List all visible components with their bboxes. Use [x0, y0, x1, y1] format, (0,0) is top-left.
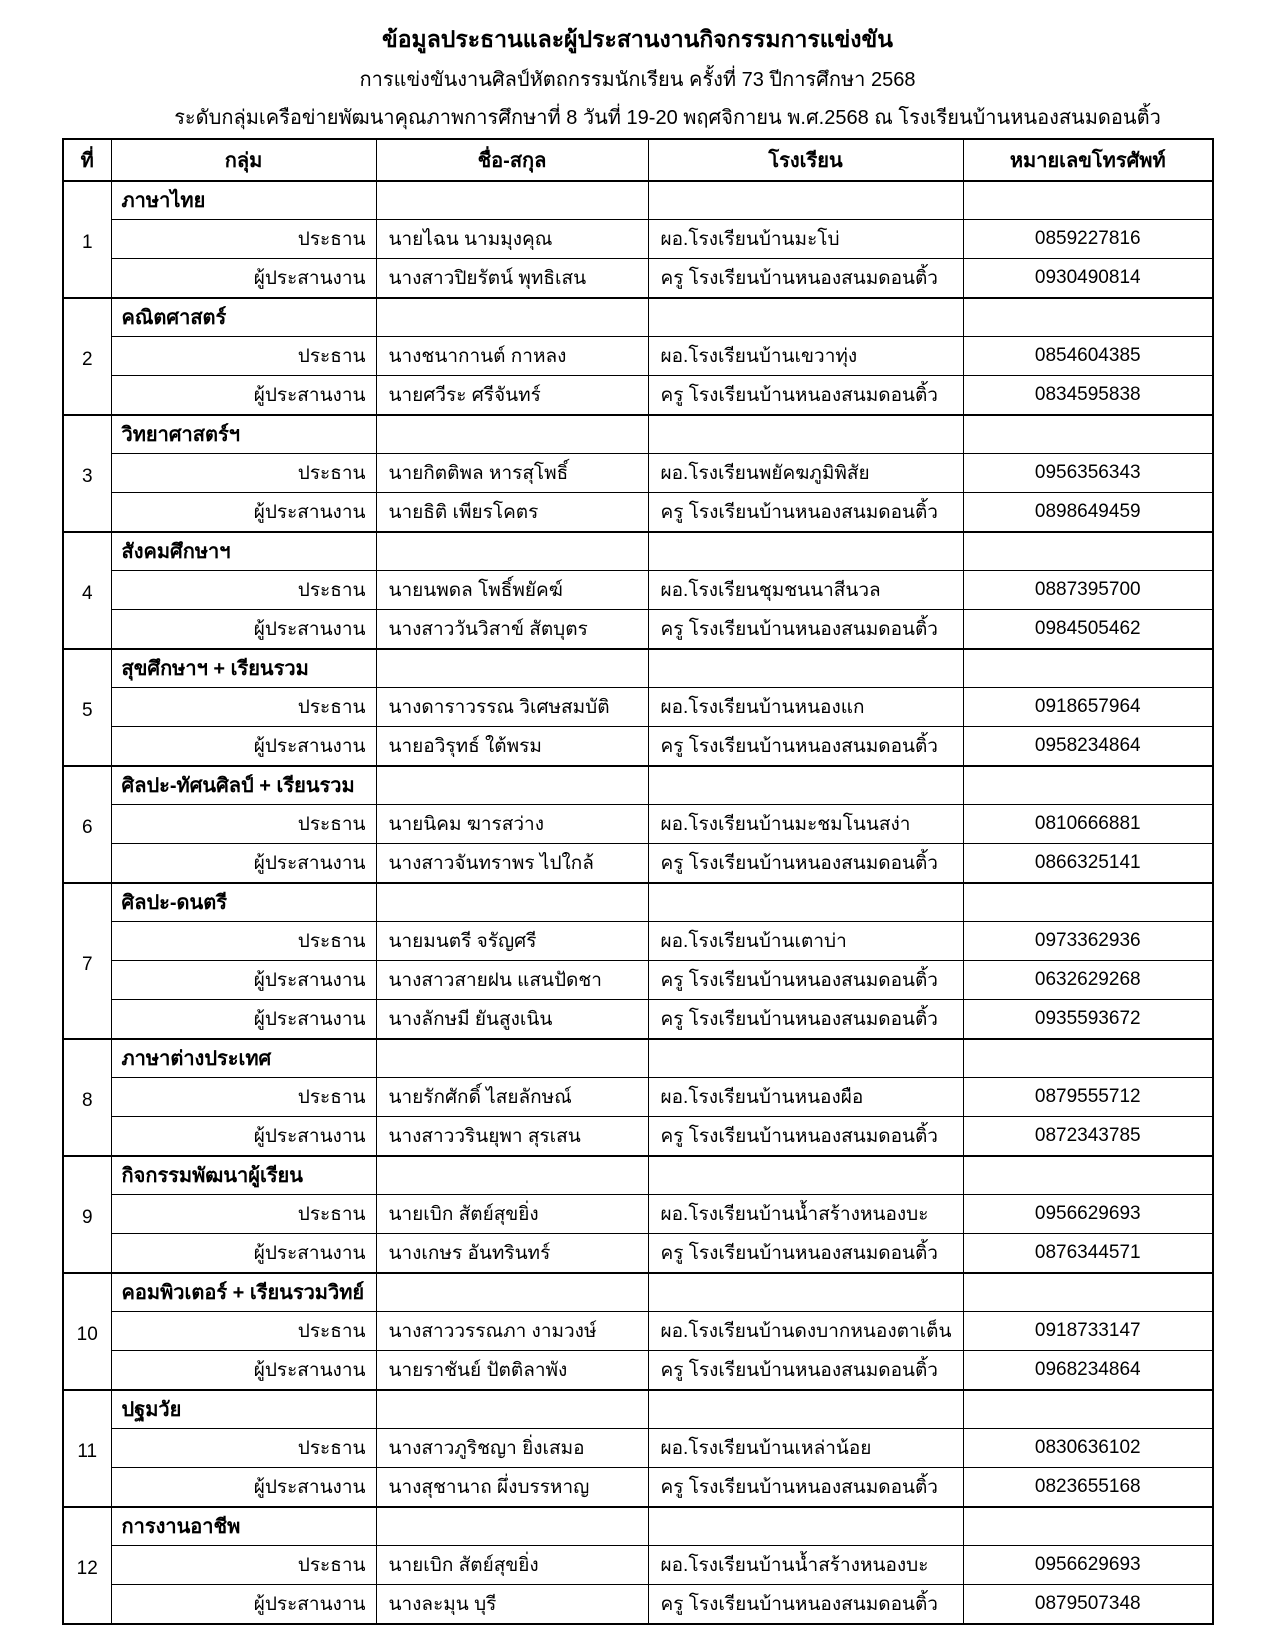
cell-phone-number: 0834595838 [963, 376, 1213, 415]
cell-phone-number: 0854604385 [963, 337, 1213, 376]
column-header-name: ชื่อ-สกุล [376, 139, 648, 181]
cell-person-name: นางเกษร อันทรินทร์ [376, 1234, 648, 1273]
group-header-row [63, 1507, 1213, 1546]
cell-school: ผอ.โรงเรียนพยัคฆภูมิพิสัย [648, 454, 963, 493]
cell-group-number: 10 [63, 1273, 111, 1390]
column-header-school: โรงเรียน [648, 139, 963, 181]
cell-group-name: วิทยาศาสตร์ฯ [111, 415, 376, 454]
cell-school: ครู โรงเรียนบ้านหนองสนมดอนติ้ว [648, 1468, 963, 1507]
cell-person-name: นางชนากานต์ กาหลง [376, 337, 648, 376]
cell-group-name: ภาษาต่างประเทศ [111, 1039, 376, 1078]
cell-group-name: ภาษาไทย [111, 181, 376, 220]
cell-person-name: นายไฉน นามมุงคุณ [376, 220, 648, 259]
cell-group-name: สุขศึกษาฯ + เรียนรวม [111, 649, 376, 688]
table-row [63, 1429, 1213, 1468]
cell-school: ผอ.โรงเรียนชุมชนนาสีนวล [648, 571, 963, 610]
cell-school: ครู โรงเรียนบ้านหนองสนมดอนติ้ว [648, 1585, 963, 1624]
table-row [63, 805, 1213, 844]
cell-school: ผอ.โรงเรียนบ้านน้ำสร้างหนองบะ [648, 1546, 963, 1585]
cell-group-number: 12 [63, 1507, 111, 1624]
cell-role: ประธาน [111, 1195, 376, 1234]
cell-empty [376, 181, 648, 220]
cell-group-name: การงานอาชีพ [111, 1507, 376, 1546]
cell-person-name: นายรักศักดิ์ ไสยลักษณ์ [376, 1078, 648, 1117]
column-header-no: ที่ [63, 139, 111, 181]
cell-empty [963, 1039, 1213, 1078]
cell-role: ผู้ประสานงาน [111, 376, 376, 415]
cell-empty [648, 298, 963, 337]
cell-phone-number: 0876344571 [963, 1234, 1213, 1273]
cell-school: ครู โรงเรียนบ้านหนองสนมดอนติ้ว [648, 1000, 963, 1039]
cell-empty [648, 1390, 963, 1429]
table-row [63, 1312, 1213, 1351]
cell-group-name: ศิลปะ-ทัศนศิลป์ + เรียนรวม [111, 766, 376, 805]
group-header-row [63, 766, 1213, 805]
cell-empty [376, 649, 648, 688]
cell-person-name: นายราชันย์ ปัตติลาพัง [376, 1351, 648, 1390]
cell-phone-number: 0859227816 [963, 220, 1213, 259]
cell-person-name: นางสาวภูริชญา ยิ่งเสมอ [376, 1429, 648, 1468]
cell-role: ประธาน [111, 1078, 376, 1117]
cell-role: ผู้ประสานงาน [111, 1234, 376, 1273]
cell-role: ประธาน [111, 1429, 376, 1468]
cell-person-name: นายธิติ เพียรโคตร [376, 493, 648, 532]
cell-empty [963, 766, 1213, 805]
cell-phone-number: 0956629693 [963, 1546, 1213, 1585]
cell-group-number: 8 [63, 1039, 111, 1156]
cell-group-name: ศิลปะ-ดนตรี [111, 883, 376, 922]
cell-person-name: นางสุชานาถ ผึ่งบรรหาญ [376, 1468, 648, 1507]
cell-group-number: 1 [63, 181, 111, 298]
cell-empty [648, 1507, 963, 1546]
cell-role: ผู้ประสานงาน [111, 1000, 376, 1039]
cell-role: ผู้ประสานงาน [111, 844, 376, 883]
cell-role: ผู้ประสานงาน [111, 1585, 376, 1624]
cell-school: ครู โรงเรียนบ้านหนองสนมดอนติ้ว [648, 1351, 963, 1390]
cell-school: ผอ.โรงเรียนบ้านน้ำสร้างหนองบะ [648, 1195, 963, 1234]
cell-role: ประธาน [111, 805, 376, 844]
cell-role: ประธาน [111, 454, 376, 493]
contacts-table [62, 138, 1214, 1625]
cell-school: ครู โรงเรียนบ้านหนองสนมดอนติ้ว [648, 961, 963, 1000]
cell-empty [376, 1273, 648, 1312]
cell-school: ครู โรงเรียนบ้านหนองสนมดอนติ้ว [648, 259, 963, 298]
cell-empty [648, 1156, 963, 1195]
cell-empty [963, 298, 1213, 337]
cell-phone-number: 0973362936 [963, 922, 1213, 961]
table-row [63, 1234, 1213, 1273]
cell-role: ประธาน [111, 1312, 376, 1351]
cell-phone-number: 0918733147 [963, 1312, 1213, 1351]
table-row [63, 1000, 1213, 1039]
cell-role: ประธาน [111, 571, 376, 610]
table-row [63, 961, 1213, 1000]
cell-person-name: นางดาราวรรณ วิเศษสมบัติ [376, 688, 648, 727]
cell-group-number: 5 [63, 649, 111, 766]
cell-role: ประธาน [111, 688, 376, 727]
cell-school: ครู โรงเรียนบ้านหนองสนมดอนติ้ว [648, 844, 963, 883]
group-header-row [63, 1156, 1213, 1195]
cell-person-name: นายเบิก สัตย์สุขยิ่ง [376, 1546, 648, 1585]
cell-person-name: นายกิตติพล หารสุโพธิ์ [376, 454, 648, 493]
cell-phone-number: 0956356343 [963, 454, 1213, 493]
cell-person-name: นายมนตรี จรัญศรี [376, 922, 648, 961]
cell-empty [376, 415, 648, 454]
cell-empty [963, 1390, 1213, 1429]
table-row [63, 1468, 1213, 1507]
cell-group-name: ปฐมวัย [111, 1390, 376, 1429]
table-row [63, 493, 1213, 532]
cell-empty [963, 1507, 1213, 1546]
cell-person-name: นางสาวจันทราพร ไปใกล้ [376, 844, 648, 883]
cell-empty [648, 766, 963, 805]
cell-group-number: 2 [63, 298, 111, 415]
cell-person-name: นางลักษมี ยันสูงเนิน [376, 1000, 648, 1039]
cell-empty [648, 1273, 963, 1312]
cell-empty [376, 1390, 648, 1429]
cell-group-number: 11 [63, 1390, 111, 1507]
table-row [63, 844, 1213, 883]
cell-empty [376, 766, 648, 805]
cell-group-number: 7 [63, 883, 111, 1039]
cell-empty [648, 883, 963, 922]
group-header-row [63, 1039, 1213, 1078]
cell-person-name: นายอวิรุทธ์ ใต้พรม [376, 727, 648, 766]
cell-empty [376, 883, 648, 922]
cell-school: ผอ.โรงเรียนบ้านมะโบ่ [648, 220, 963, 259]
cell-empty [648, 1039, 963, 1078]
cell-role: ผู้ประสานงาน [111, 610, 376, 649]
cell-person-name: นายนพดล โพธิ์พยัคฆ์ [376, 571, 648, 610]
cell-school: ครู โรงเรียนบ้านหนองสนมดอนติ้ว [648, 610, 963, 649]
cell-empty [963, 532, 1213, 571]
group-header-row [63, 298, 1213, 337]
cell-person-name: นางสาววรรณภา งามวงษ์ [376, 1312, 648, 1351]
cell-person-name: นายศวีระ ศรีจันทร์ [376, 376, 648, 415]
cell-empty [376, 532, 648, 571]
cell-group-number: 3 [63, 415, 111, 532]
table-row [63, 337, 1213, 376]
group-header-row [63, 415, 1213, 454]
cell-role: ประธาน [111, 337, 376, 376]
cell-phone-number: 0984505462 [963, 610, 1213, 649]
cell-phone-number: 0958234864 [963, 727, 1213, 766]
cell-empty [963, 883, 1213, 922]
table-body [63, 181, 1213, 1624]
cell-phone-number: 0632629268 [963, 961, 1213, 1000]
cell-school: ครู โรงเรียนบ้านหนองสนมดอนติ้ว [648, 493, 963, 532]
cell-person-name: นางละมุน บุรี [376, 1585, 648, 1624]
cell-group-name: กิจกรรมพัฒนาผู้เรียน [111, 1156, 376, 1195]
cell-person-name: นางสาววรินยุพา สุรเสน [376, 1117, 648, 1156]
cell-phone-number: 0935593672 [963, 1000, 1213, 1039]
cell-person-name: นางสาววันวิสาข์ สัตบุตร [376, 610, 648, 649]
cell-person-name: นางสาวสายฝน แสนปัดชา [376, 961, 648, 1000]
group-header-row [63, 1390, 1213, 1429]
cell-empty [648, 532, 963, 571]
cell-empty [648, 649, 963, 688]
cell-phone-number: 0810666881 [963, 805, 1213, 844]
cell-empty [963, 1156, 1213, 1195]
cell-school: ผอ.โรงเรียนบ้านเตาบ่า [648, 922, 963, 961]
cell-school: ผอ.โรงเรียนบ้านเหล่าน้อย [648, 1429, 963, 1468]
table-row [63, 1078, 1213, 1117]
cell-role: ผู้ประสานงาน [111, 1117, 376, 1156]
table-header-row [63, 139, 1213, 181]
table-row [63, 259, 1213, 298]
cell-group-number: 6 [63, 766, 111, 883]
table-row [63, 1195, 1213, 1234]
cell-phone-number: 0930490814 [963, 259, 1213, 298]
cell-person-name: นายนิคม ฆารสว่าง [376, 805, 648, 844]
cell-role: ประธาน [111, 1546, 376, 1585]
table-row [63, 376, 1213, 415]
cell-phone-number: 0879555712 [963, 1078, 1213, 1117]
cell-group-name: คณิตศาสตร์ [111, 298, 376, 337]
cell-phone-number: 0898649459 [963, 493, 1213, 532]
cell-empty [963, 1273, 1213, 1312]
table-row [63, 1117, 1213, 1156]
cell-empty [376, 1039, 648, 1078]
cell-phone-number: 0918657964 [963, 688, 1213, 727]
table-row [63, 727, 1213, 766]
table-row [63, 1351, 1213, 1390]
cell-school: ผอ.โรงเรียนบ้านมะชมโนนสง่า [648, 805, 963, 844]
cell-role: ผู้ประสานงาน [111, 1351, 376, 1390]
cell-role: ผู้ประสานงาน [111, 727, 376, 766]
cell-school: ครู โรงเรียนบ้านหนองสนมดอนติ้ว [648, 727, 963, 766]
cell-phone-number: 0823655168 [963, 1468, 1213, 1507]
cell-role: ผู้ประสานงาน [111, 1468, 376, 1507]
cell-group-number: 9 [63, 1156, 111, 1273]
cell-group-number: 4 [63, 532, 111, 649]
cell-empty [648, 181, 963, 220]
cell-empty [376, 1507, 648, 1546]
table-row [63, 688, 1213, 727]
cell-group-name: สังคมศึกษาฯ [111, 532, 376, 571]
table-row [63, 1546, 1213, 1585]
cell-role: ผู้ประสานงาน [111, 259, 376, 298]
cell-phone-number: 0866325141 [963, 844, 1213, 883]
column-header-phone: หมายเลขโทรศัพท์ [963, 139, 1213, 181]
group-header-row [63, 532, 1213, 571]
cell-empty [376, 1156, 648, 1195]
table-row [63, 454, 1213, 493]
cell-role: ประธาน [111, 220, 376, 259]
cell-school: ผอ.โรงเรียนบ้านหนองแก [648, 688, 963, 727]
column-header-group: กลุ่ม [111, 139, 376, 181]
cell-school: ผอ.โรงเรียนบ้านดงบากหนองตาเต็น [648, 1312, 963, 1351]
cell-phone-number: 0956629693 [963, 1195, 1213, 1234]
page-title: ข้อมูลประธานและผู้ประสานงานกิจกรรมการแข่งขัน [382, 26, 893, 52]
page-subtitle-event: การแข่งขันงานศิลป์หัตถกรรมนักเรียน ครั้งที่ 73 ปีการศึกษา 2568 [359, 68, 916, 91]
cell-role: ผู้ประสานงาน [111, 493, 376, 532]
cell-person-name: นายเบิก สัตย์สุขยิ่ง [376, 1195, 648, 1234]
cell-empty [963, 415, 1213, 454]
table-row [63, 922, 1213, 961]
cell-empty [648, 415, 963, 454]
cell-empty [963, 649, 1213, 688]
table-row [63, 220, 1213, 259]
cell-role: ผู้ประสานงาน [111, 961, 376, 1000]
cell-role: ประธาน [111, 922, 376, 961]
table-row [63, 610, 1213, 649]
cell-school: ครู โรงเรียนบ้านหนองสนมดอนติ้ว [648, 1117, 963, 1156]
cell-phone-number: 0887395700 [963, 571, 1213, 610]
group-header-row [63, 883, 1213, 922]
cell-empty [963, 181, 1213, 220]
cell-phone-number: 0879507348 [963, 1585, 1213, 1624]
cell-phone-number: 0830636102 [963, 1429, 1213, 1468]
cell-empty [376, 298, 648, 337]
cell-group-name: คอมพิวเตอร์ + เรียนรวมวิทย์ [111, 1273, 376, 1312]
cell-school: ครู โรงเรียนบ้านหนองสนมดอนติ้ว [648, 1234, 963, 1273]
table-row [63, 571, 1213, 610]
group-header-row [63, 181, 1213, 220]
cell-phone-number: 0872343785 [963, 1117, 1213, 1156]
page-subtitle-venue: ระดับกลุ่มเครือข่ายพัฒนาคุณภาพการศึกษาที่ 8 วันที่ 19-20 พฤศจิกายน พ.ศ.2568 ณ โรงเรียนบ้านหนองสนมดอนติ้ว [174, 106, 1161, 129]
cell-school: ผอ.โรงเรียนบ้านเขวาทุ่ง [648, 337, 963, 376]
cell-person-name: นางสาวปิยรัตน์ พุทธิเสน [376, 259, 648, 298]
cell-school: ผอ.โรงเรียนบ้านหนองผือ [648, 1078, 963, 1117]
cell-school: ครู โรงเรียนบ้านหนองสนมดอนติ้ว [648, 376, 963, 415]
table-row [63, 1585, 1213, 1624]
group-header-row [63, 649, 1213, 688]
cell-phone-number: 0968234864 [963, 1351, 1213, 1390]
group-header-row [63, 1273, 1213, 1312]
